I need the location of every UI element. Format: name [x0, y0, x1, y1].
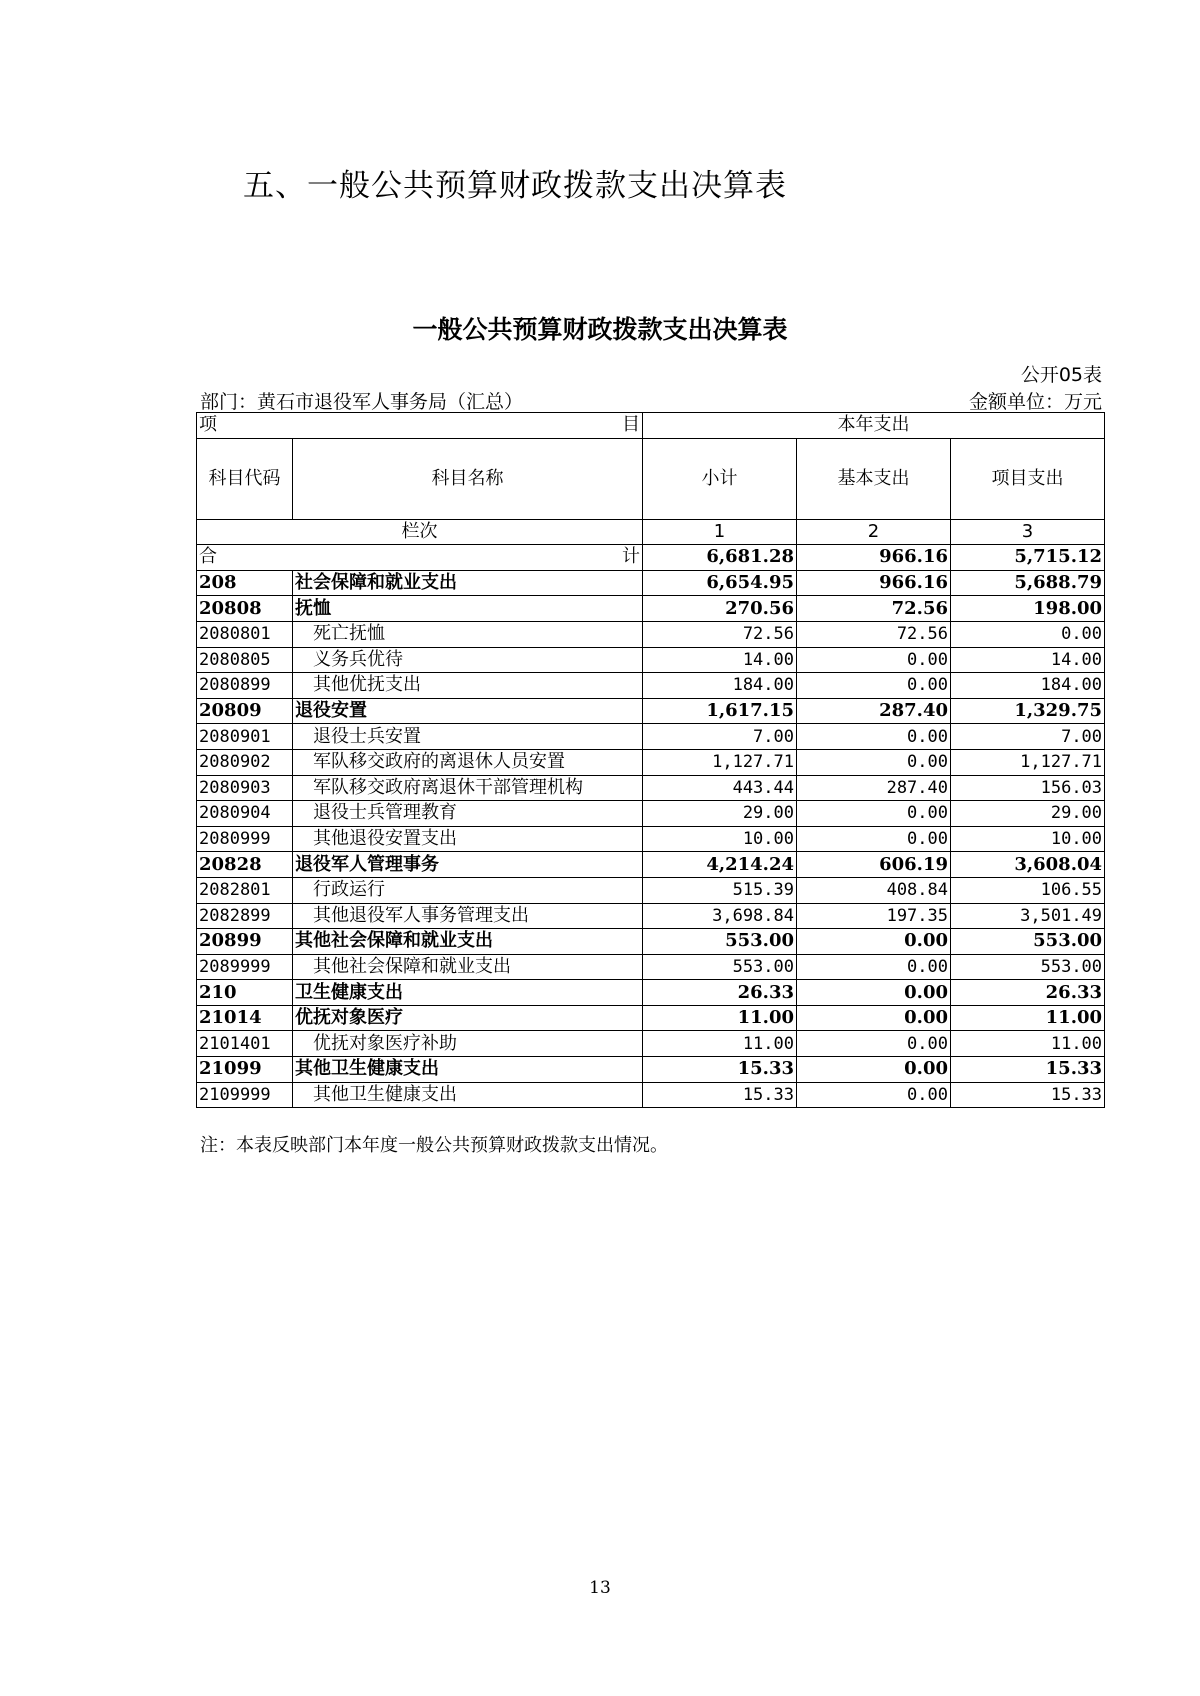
table-row [197, 698, 1105, 724]
row-subtotal: 553.00 [643, 929, 797, 955]
row-subtotal: 10.00 [643, 826, 797, 852]
row-project: 10.00 [951, 826, 1105, 852]
row-project: 15.33 [951, 1057, 1105, 1083]
form-code: 公开05表 [1020, 364, 1102, 386]
row-code: 2080904 [197, 801, 293, 827]
row-basic: 0.00 [797, 801, 951, 827]
row-code: 208 [197, 570, 293, 596]
table-row [197, 826, 1105, 852]
row-project: 15.33 [951, 1082, 1105, 1108]
name-header: 科目名称 [293, 438, 643, 519]
row-subtotal: 184.00 [643, 673, 797, 699]
row-basic: 0.00 [797, 673, 951, 699]
row-basic: 0.00 [797, 749, 951, 775]
row-basic: 606.19 [797, 852, 951, 878]
row-basic: 0.00 [797, 929, 951, 955]
row-basic: 287.40 [797, 775, 951, 801]
row-project: 106.55 [951, 877, 1105, 903]
current-year-header: 本年支出 [643, 413, 1105, 439]
header-row-columns [197, 438, 1105, 519]
basic-header: 基本支出 [797, 438, 951, 519]
project-header: 项目支出 [951, 438, 1105, 519]
column-index-3: 3 [951, 519, 1105, 545]
row-name: 军队移交政府的离退休人员安置 [293, 749, 643, 775]
row-subtotal: 11.00 [643, 1031, 797, 1057]
row-code: 2080903 [197, 775, 293, 801]
row-code: 2080901 [197, 724, 293, 750]
column-index-1: 1 [643, 519, 797, 545]
row-code: 2080899 [197, 673, 293, 699]
table-row [197, 852, 1105, 878]
table-title: 一般公共预算财政拨款支出决算表 [412, 315, 788, 344]
total-label-left: 合 [199, 546, 217, 568]
row-name: 行政运行 [293, 877, 643, 903]
row-project: 14.00 [951, 647, 1105, 673]
row-project: 0.00 [951, 621, 1105, 647]
row-subtotal: 3,698.84 [643, 903, 797, 929]
row-subtotal: 443.44 [643, 775, 797, 801]
row-code: 20808 [197, 596, 293, 622]
row-project: 7.00 [951, 724, 1105, 750]
row-code: 20899 [197, 929, 293, 955]
table-row [197, 673, 1105, 699]
row-project: 3,501.49 [951, 903, 1105, 929]
row-name: 其他社会保障和就业支出 [293, 929, 643, 955]
section-heading: 五、一般公共预算财政拨款支出决算表 [243, 168, 787, 204]
row-basic: 966.16 [797, 570, 951, 596]
expenditure-table [196, 412, 1105, 1108]
row-basic: 0.00 [797, 1005, 951, 1031]
row-project: 26.33 [951, 980, 1105, 1006]
unit-label: 金额单位：万元 [968, 391, 1102, 413]
subtotal-header: 小计 [643, 438, 797, 519]
table-row [197, 596, 1105, 622]
row-basic: 0.00 [797, 1031, 951, 1057]
row-project: 553.00 [951, 929, 1105, 955]
row-name: 优抚对象医疗补助 [293, 1031, 643, 1057]
item-header-right: 目 [622, 414, 640, 436]
row-subtotal: 15.33 [643, 1057, 797, 1083]
row-subtotal: 1,127.71 [643, 749, 797, 775]
table-row [197, 801, 1105, 827]
row-name: 义务兵优待 [293, 647, 643, 673]
row-basic: 0.00 [797, 1082, 951, 1108]
table-row [197, 647, 1105, 673]
row-name: 死亡抚恤 [293, 621, 643, 647]
table-row [197, 775, 1105, 801]
row-code: 2089999 [197, 954, 293, 980]
column-index-label: 栏次 [197, 519, 643, 545]
row-code: 210 [197, 980, 293, 1006]
row-code: 2109999 [197, 1082, 293, 1108]
row-basic: 0.00 [797, 647, 951, 673]
row-project: 553.00 [951, 954, 1105, 980]
row-project: 184.00 [951, 673, 1105, 699]
table-row [197, 929, 1105, 955]
item-header-cell [197, 413, 643, 439]
row-subtotal: 270.56 [643, 596, 797, 622]
row-name: 其他退役军人事务管理支出 [293, 903, 643, 929]
row-name: 卫生健康支出 [293, 980, 643, 1006]
row-code: 2101401 [197, 1031, 293, 1057]
table-note: 注：本表反映部门本年度一般公共预算财政拨款支出情况。 [200, 1135, 668, 1156]
row-code: 2082899 [197, 903, 293, 929]
row-code: 2080801 [197, 621, 293, 647]
total-label-right: 计 [622, 546, 640, 568]
row-subtotal: 72.56 [643, 621, 797, 647]
row-basic: 0.00 [797, 826, 951, 852]
row-name: 其他退役安置支出 [293, 826, 643, 852]
row-basic: 0.00 [797, 1057, 951, 1083]
row-subtotal: 26.33 [643, 980, 797, 1006]
row-basic: 72.56 [797, 596, 951, 622]
row-project: 5,688.79 [951, 570, 1105, 596]
row-project: 3,608.04 [951, 852, 1105, 878]
row-name: 其他卫生健康支出 [293, 1082, 643, 1108]
total-subtotal: 6,681.28 [643, 545, 797, 571]
column-index-2: 2 [797, 519, 951, 545]
row-subtotal: 14.00 [643, 647, 797, 673]
row-code: 2080805 [197, 647, 293, 673]
row-basic: 72.56 [797, 621, 951, 647]
row-name: 其他优抚支出 [293, 673, 643, 699]
row-subtotal: 1,617.15 [643, 698, 797, 724]
row-subtotal: 11.00 [643, 1005, 797, 1031]
table-row [197, 570, 1105, 596]
row-name: 社会保障和就业支出 [293, 570, 643, 596]
total-project: 5,715.12 [951, 545, 1105, 571]
row-subtotal: 515.39 [643, 877, 797, 903]
table-row [197, 954, 1105, 980]
row-project: 29.00 [951, 801, 1105, 827]
row-subtotal: 15.33 [643, 1082, 797, 1108]
row-basic: 197.35 [797, 903, 951, 929]
table-row [197, 724, 1105, 750]
row-subtotal: 4,214.24 [643, 852, 797, 878]
row-basic: 408.84 [797, 877, 951, 903]
column-index-row [197, 519, 1105, 545]
code-header: 科目代码 [197, 438, 293, 519]
row-name: 退役军人管理事务 [293, 852, 643, 878]
table-row [197, 1057, 1105, 1083]
row-name: 优抚对象医疗 [293, 1005, 643, 1031]
row-subtotal: 6,654.95 [643, 570, 797, 596]
row-project: 1,127.71 [951, 749, 1105, 775]
row-code: 21099 [197, 1057, 293, 1083]
total-row [197, 545, 1105, 571]
table-row [197, 749, 1105, 775]
table-row [197, 903, 1105, 929]
row-project: 198.00 [951, 596, 1105, 622]
row-code: 20828 [197, 852, 293, 878]
header-row-item [197, 413, 1105, 439]
row-project: 1,329.75 [951, 698, 1105, 724]
row-basic: 0.00 [797, 724, 951, 750]
department-label: 部门：黄石市退役军人事务局（汇总） [200, 391, 524, 413]
row-code: 21014 [197, 1005, 293, 1031]
row-name: 抚恤 [293, 596, 643, 622]
table-row [197, 1005, 1105, 1031]
row-code: 2080999 [197, 826, 293, 852]
row-name: 其他社会保障和就业支出 [293, 954, 643, 980]
row-code: 20809 [197, 698, 293, 724]
row-basic: 287.40 [797, 698, 951, 724]
page-number: 13 [589, 1578, 611, 1598]
row-subtotal: 7.00 [643, 724, 797, 750]
row-name: 退役士兵管理教育 [293, 801, 643, 827]
row-basic: 0.00 [797, 954, 951, 980]
row-name: 退役士兵安置 [293, 724, 643, 750]
row-project: 11.00 [951, 1005, 1105, 1031]
row-name: 其他卫生健康支出 [293, 1057, 643, 1083]
row-name: 军队移交政府离退休干部管理机构 [293, 775, 643, 801]
table-row [197, 980, 1105, 1006]
row-code: 2082801 [197, 877, 293, 903]
table-row [197, 1031, 1105, 1057]
total-label-cell [197, 545, 643, 571]
row-subtotal: 29.00 [643, 801, 797, 827]
total-basic: 966.16 [797, 545, 951, 571]
row-name: 退役安置 [293, 698, 643, 724]
row-project: 11.00 [951, 1031, 1105, 1057]
row-subtotal: 553.00 [643, 954, 797, 980]
row-code: 2080902 [197, 749, 293, 775]
table-row [197, 1082, 1105, 1108]
item-header-left: 项 [199, 414, 217, 436]
table-row [197, 877, 1105, 903]
row-project: 156.03 [951, 775, 1105, 801]
table-row [197, 621, 1105, 647]
row-basic: 0.00 [797, 980, 951, 1006]
